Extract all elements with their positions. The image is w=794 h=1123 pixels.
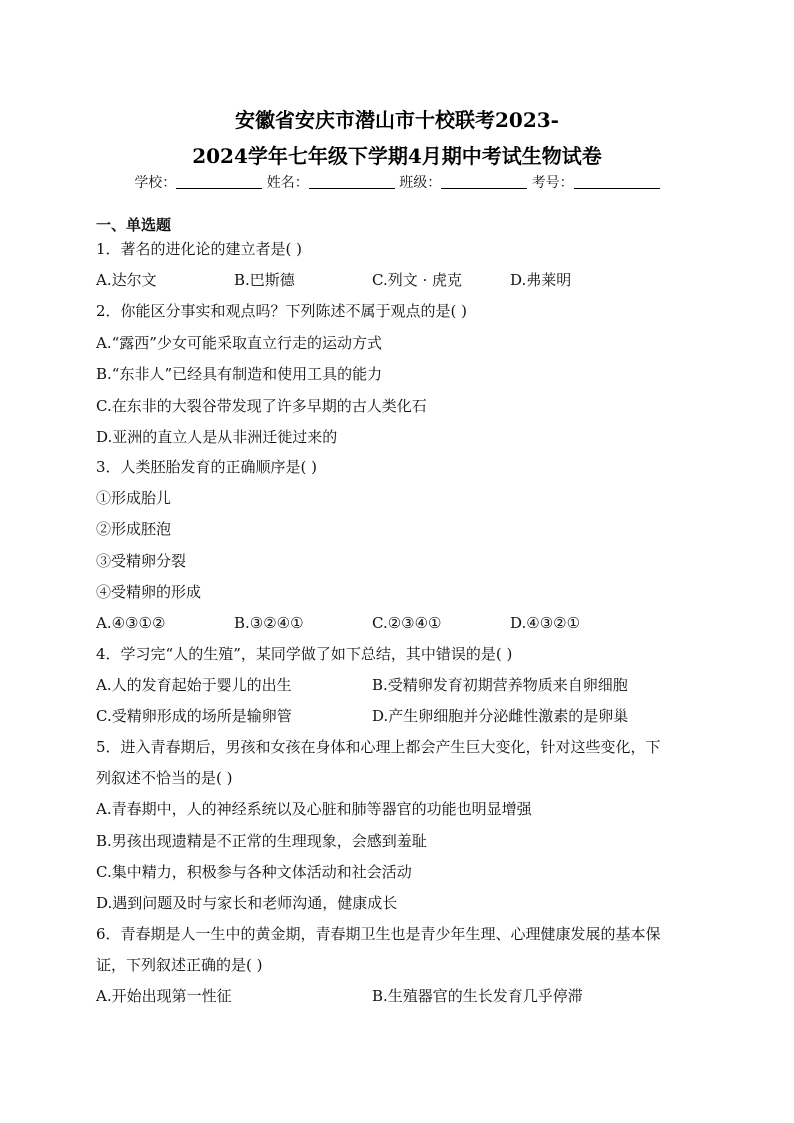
q1-option-b[interactable]: B.巴斯德 [234, 271, 295, 289]
question-4-stem: 4．学习完“人的生殖”，某同学做了如下总结，其中错误的是( ) [96, 645, 513, 663]
q3-option-d[interactable]: D.④③②① [510, 614, 581, 632]
q6-option-a[interactable]: A.开始出现第一性征 [96, 987, 232, 1005]
school-blank[interactable] [176, 174, 262, 189]
q3-item-1: ①形成胎儿 [96, 489, 172, 507]
q4-option-c[interactable]: C.受精卵形成的场所是输卵管 [96, 707, 292, 725]
question-6-stem-line2: 证，下列叙述正确的是( ) [96, 956, 263, 974]
section-heading: 一、单选题 [96, 216, 172, 234]
class-label: 班级： [399, 175, 442, 191]
q1-option-d[interactable]: D.弗莱明 [510, 271, 572, 289]
q5-option-c[interactable]: C.集中精力，积极参与各种文体活动和社会活动 [96, 863, 412, 881]
q2-option-b[interactable]: B.“东非人”已经具有制造和使用工具的能力 [96, 365, 383, 383]
q4-option-a[interactable]: A.人的发育起始于婴儿的出生 [96, 676, 292, 694]
q5-option-d[interactable]: D.遇到问题及时与家长和老师沟通，健康成长 [96, 894, 398, 912]
question-5-stem-line2: 列叙述不恰当的是( ) [96, 769, 233, 787]
class-blank[interactable] [441, 174, 527, 189]
exam-number-blank[interactable] [574, 174, 660, 189]
q4-option-b[interactable]: B.受精卵发育初期营养物质来自卵细胞 [372, 676, 628, 694]
q5-option-a[interactable]: A.青春期中，人的神经系统以及心脏和肺等器官的功能也明显增强 [96, 800, 532, 818]
q2-option-a[interactable]: A.“露西”少女可能采取直立行走的运动方式 [96, 334, 382, 352]
school-label: 学校： [134, 175, 177, 191]
exam-number-label: 考号： [531, 175, 574, 191]
q1-option-a[interactable]: A.达尔文 [96, 271, 157, 289]
exam-title-line2: 2024学年七年级下学期4月期中考试生物试卷 [192, 144, 602, 168]
question-2-stem: 2．你能区分事实和观点吗？下列陈述不属于观点的是( ) [96, 302, 468, 320]
question-3-stem: 3．人类胚胎发育的正确顺序是( ) [96, 458, 318, 476]
q2-option-c[interactable]: C.在东非的大裂谷带发现了许多早期的古人类化石 [96, 397, 427, 415]
q3-item-2: ②形成胚泡 [96, 520, 172, 538]
question-6-stem-line1: 6．青春期是人一生中的黄金期，青春期卫生也是青少年生理、心理健康发展的基本保 [96, 925, 661, 943]
q5-option-b[interactable]: B.男孩出现遗精是不正常的生理现象，会感到羞耻 [96, 832, 427, 850]
name-blank[interactable] [309, 174, 395, 189]
q3-option-a[interactable]: A.④③①② [96, 614, 166, 632]
q3-option-c[interactable]: C.②③④① [372, 614, 442, 632]
question-1-stem: 1．著名的进化论的建立者是( ) [96, 240, 303, 258]
q3-item-4: ④受精卵的形成 [96, 583, 202, 601]
q2-option-d[interactable]: D.亚洲的直立人是从非洲迁徙过来的 [96, 428, 338, 446]
name-label: 姓名： [266, 175, 309, 191]
exam-title-line1: 安徽省安庆市潜山市十校联考2023- [235, 108, 559, 132]
student-info-row [0, 172, 794, 192]
q3-item-3: ③受精卵分裂 [96, 552, 187, 570]
q4-option-d[interactable]: D.产生卵细胞并分泌雌性激素的是卵巢 [372, 707, 629, 725]
question-5-stem-line1: 5．进入青春期后，男孩和女孩在身体和心理上都会产生巨大变化，针对这些变化，下 [96, 738, 661, 756]
q6-option-b[interactable]: B.生殖器官的生长发育几乎停滞 [372, 987, 583, 1005]
q1-option-c[interactable]: C.列文 · 虎克 [372, 271, 463, 289]
q3-option-b[interactable]: B.③②④① [234, 614, 304, 632]
